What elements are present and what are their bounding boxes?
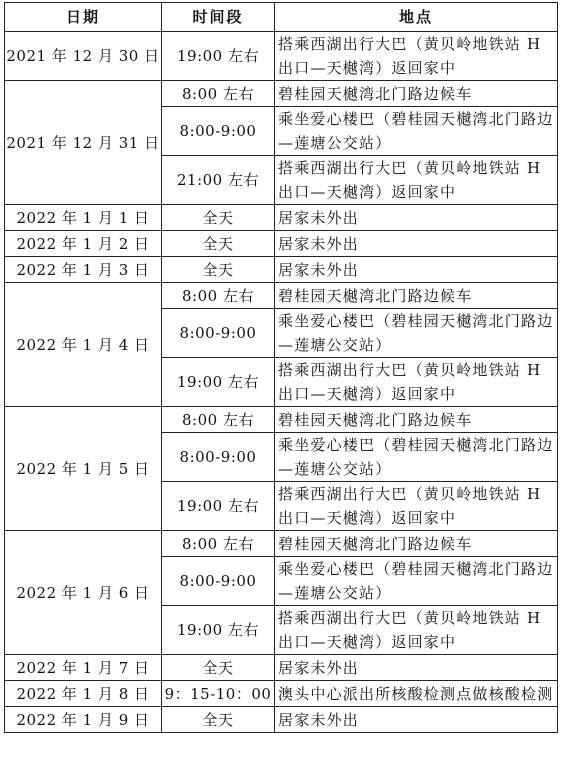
date-cell: 2021 年 12 月 30 日 bbox=[5, 32, 162, 81]
table-row bbox=[5, 81, 558, 107]
place-cell: 搭乘西湖出行大巴（黄贝岭地铁站 H 出口—天樾湾）返回家中 bbox=[275, 156, 558, 205]
time-cell: 全天 bbox=[162, 655, 275, 681]
date-cell: 2022 年 1 月 2 日 bbox=[5, 231, 162, 257]
time-cell: 19:00 左右 bbox=[162, 358, 275, 407]
time-cell: 全天 bbox=[162, 231, 275, 257]
place-cell: 乘坐爱心楼巴（碧桂园天樾湾北门路边—莲塘公交站） bbox=[275, 107, 558, 156]
time-cell: 19:00 左右 bbox=[162, 32, 275, 81]
table-row bbox=[5, 655, 558, 681]
header-date: 日期 bbox=[5, 3, 162, 32]
table-row bbox=[5, 231, 558, 257]
time-cell: 全天 bbox=[162, 257, 275, 283]
place-cell: 搭乘西湖出行大巴（黄贝岭地铁站 H 出口—天樾湾）返回家中 bbox=[275, 358, 558, 407]
place-cell: 碧桂园天樾湾北门路边候车 bbox=[275, 407, 558, 433]
itinerary-table bbox=[4, 2, 558, 733]
time-cell: 8:00-9:00 bbox=[162, 557, 275, 606]
date-cell: 2022 年 1 月 6 日 bbox=[5, 531, 162, 655]
date-cell: 2022 年 1 月 9 日 bbox=[5, 707, 162, 733]
place-cell: 澳头中心派出所核酸检测点做核酸检测 bbox=[275, 681, 558, 707]
place-cell: 碧桂园天樾湾北门路边候车 bbox=[275, 283, 558, 309]
date-cell: 2022 年 1 月 1 日 bbox=[5, 205, 162, 231]
date-cell: 2022 年 1 月 4 日 bbox=[5, 283, 162, 407]
place-cell: 搭乘西湖出行大巴（黄贝岭地铁站 H 出口—天樾湾）返回家中 bbox=[275, 482, 558, 531]
table-body bbox=[5, 32, 558, 733]
time-cell: 全天 bbox=[162, 707, 275, 733]
time-cell: 19:00 左右 bbox=[162, 482, 275, 531]
time-cell: 8:00-9:00 bbox=[162, 107, 275, 156]
time-cell: 8:00-9:00 bbox=[162, 309, 275, 358]
place-cell: 乘坐爱心楼巴（碧桂园天樾湾北门路边—莲塘公交站） bbox=[275, 557, 558, 606]
date-cell: 2022 年 1 月 3 日 bbox=[5, 257, 162, 283]
time-cell: 8:00 左右 bbox=[162, 531, 275, 557]
place-cell: 居家未外出 bbox=[275, 257, 558, 283]
date-cell: 2022 年 1 月 7 日 bbox=[5, 655, 162, 681]
date-cell: 2022 年 1 月 5 日 bbox=[5, 407, 162, 531]
time-cell: 19:00 左右 bbox=[162, 606, 275, 655]
table-row bbox=[5, 407, 558, 433]
table-row bbox=[5, 707, 558, 733]
table-row bbox=[5, 283, 558, 309]
time-cell: 全天 bbox=[162, 205, 275, 231]
header-row bbox=[5, 3, 558, 32]
time-cell: 8:00 左右 bbox=[162, 407, 275, 433]
place-cell: 搭乘西湖出行大巴（黄贝岭地铁站 H 出口—天樾湾）返回家中 bbox=[275, 606, 558, 655]
place-cell: 乘坐爱心楼巴（碧桂园天樾湾北门路边—莲塘公交站） bbox=[275, 433, 558, 482]
table-row bbox=[5, 32, 558, 81]
time-cell: 8:00 左右 bbox=[162, 81, 275, 107]
time-cell: 8:00-9:00 bbox=[162, 433, 275, 482]
place-cell: 居家未外出 bbox=[275, 655, 558, 681]
time-cell: 21:00 左右 bbox=[162, 156, 275, 205]
place-cell: 居家未外出 bbox=[275, 707, 558, 733]
place-cell: 居家未外出 bbox=[275, 205, 558, 231]
time-cell: 8:00 左右 bbox=[162, 283, 275, 309]
table-row bbox=[5, 257, 558, 283]
place-cell: 碧桂园天樾湾北门路边候车 bbox=[275, 81, 558, 107]
place-cell: 乘坐爱心楼巴（碧桂园天樾湾北门路边—莲塘公交站） bbox=[275, 309, 558, 358]
time-cell: 9：15-10：00 bbox=[162, 681, 275, 707]
table-row bbox=[5, 531, 558, 557]
place-cell: 居家未外出 bbox=[275, 231, 558, 257]
place-cell: 搭乘西湖出行大巴（黄贝岭地铁站 H 出口—天樾湾）返回家中 bbox=[275, 32, 558, 81]
place-cell: 碧桂园天樾湾北门路边候车 bbox=[275, 531, 558, 557]
header-place: 地点 bbox=[275, 3, 558, 32]
table-row bbox=[5, 681, 558, 707]
date-cell: 2021 年 12 月 31 日 bbox=[5, 81, 162, 205]
table-row bbox=[5, 205, 558, 231]
header-time: 时间段 bbox=[162, 3, 275, 32]
date-cell: 2022 年 1 月 8 日 bbox=[5, 681, 162, 707]
